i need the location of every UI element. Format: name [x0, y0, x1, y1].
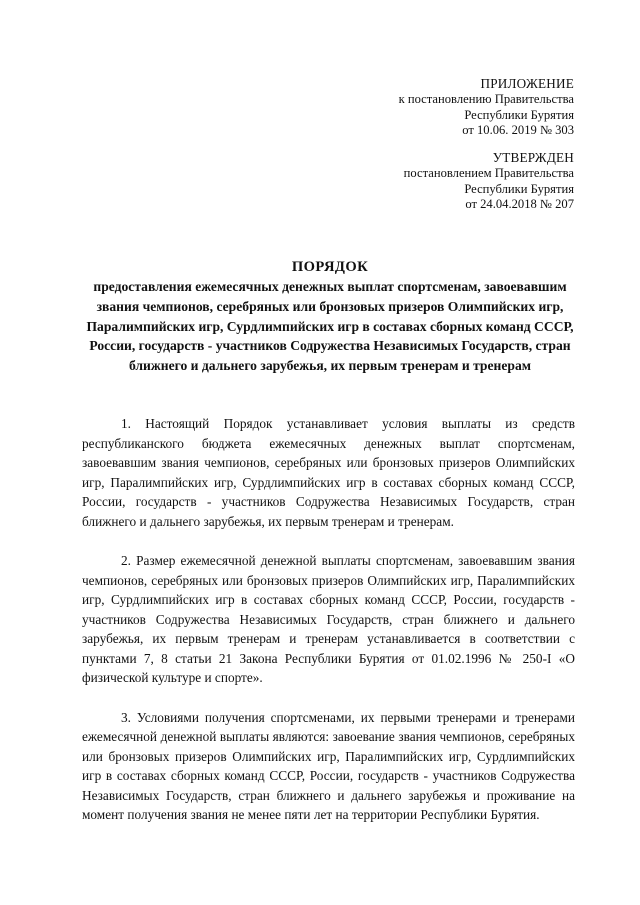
document-title-block: [80, 257, 580, 376]
paragraph-1: 1. Настоящий Порядок устанавливает условия выплаты из средств республиканского бюджета ежемесячных денежных выплат спортсменам, завоевавшим звания чемпионов, серебряных или бронзовых призеров Олимпийских игр, Паралимпийских игр, Сурдлимпийских игр в составах сборных команд СССР, России, государств - участников Содружества Независимых Государств, стран ближнего и дальнего зарубежья, их первым тренерам и тренерам.: [82, 416, 575, 529]
approved-line-3: от 24.04.2018 № 207: [465, 197, 574, 212]
approved-line-1: постановлением Правительства: [403, 165, 574, 180]
document-subtitle: предоставления ежемесячных денежных выплат спортсменам, завоевавшим звания чемпионов, серебряных или бронзовых призеров Олимпийских игр, Паралимпийских игр, Сурдлимпийских игр в составах сборных команд СССР, России, государств - участников Содружества Независимых Государств, стран ближнего и дальнего зарубежья, их первым тренерам и тренерам: [86, 279, 574, 374]
paragraph-2: 2. Размер ежемесячной денежной выплаты спортсменам, завоевавшим звания чемпионов, серебряных или бронзовых призеров Олимпийских игр, Паралимпийских игр, Сурдлимпийских игр в составах сборных команд СССР, России, государств - участников Содружества Независимых Государств, стран ближнего и дальнего зарубежья, их первым тренерам и тренерам устанавливается в соответствии с пунктами 7, 8 статьи 21 Закона Республики Бурятия от 01.02.1996 № 250-I «О физической культуре и спорте».: [82, 553, 575, 685]
document-title: ПОРЯДОК: [291, 259, 369, 275]
appendix-line-2: Республики Бурятия: [464, 107, 574, 122]
appendix-label: ПРИЛОЖЕНИЕ: [480, 76, 574, 91]
paragraph-3: 3. Условиями получения спортсменами, их первыми тренерами и тренерами ежемесячной денежной выплаты являются: завоевание звания чемпионов, серебряных или бронзовых призеров Олимпийских игр, Паралимпийских игр, Сурдлимпийских игр в составах сборных команд СССР, России, государств - участников Содружества Независимых Государств, стран ближнего и дальнего зарубежья и проживание на момент получения звания не менее пяти лет на территории Республики Бурятия.: [82, 709, 575, 822]
appendix-line-3: от 10.06. 2019 № 303: [462, 123, 574, 138]
approved-block: [404, 150, 574, 213]
appendix-block: [399, 76, 574, 139]
approved-label: УТВЕРЖДЕН: [492, 150, 574, 165]
document-body: [82, 414, 575, 845]
appendix-line-1: к постановлению Правительства: [398, 91, 574, 106]
approved-line-2: Республики Бурятия: [464, 181, 574, 196]
